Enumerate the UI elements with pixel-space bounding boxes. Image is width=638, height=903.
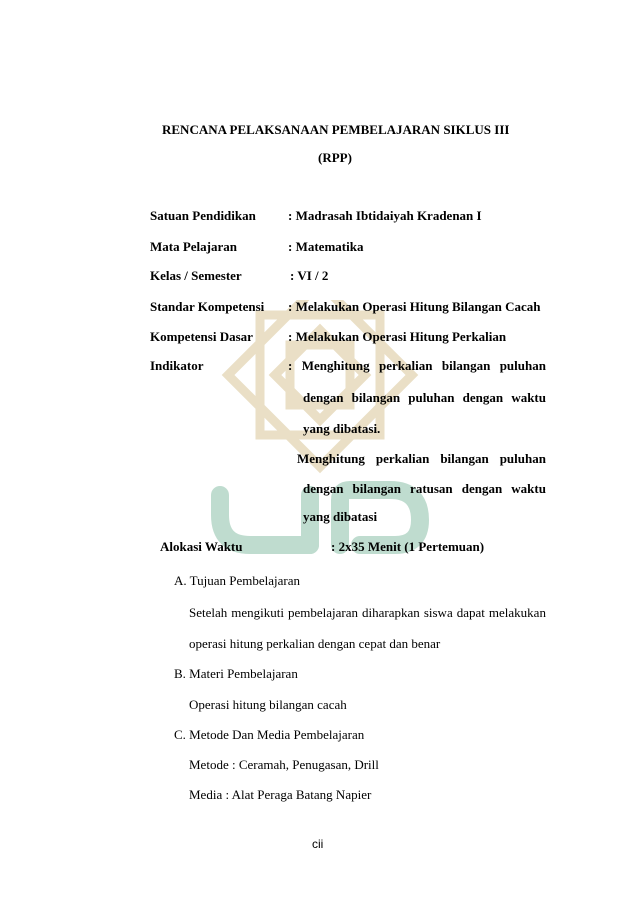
section-a-line-1 <box>189 605 546 621</box>
word: Menghitung <box>297 451 365 466</box>
indikator-1-line-1 <box>288 358 546 374</box>
word: melakukan <box>488 605 546 620</box>
word: : <box>288 358 293 373</box>
kelas-label: Kelas / Semester <box>150 268 242 283</box>
kompetensi-dasar-value: : Melakukan Operasi Hitung Perkalian <box>288 329 507 344</box>
word: bilangan <box>351 390 401 405</box>
satuan-value: : Madrasah Ibtidaiyah Kradenan I <box>288 208 482 223</box>
word: bilangan <box>352 481 401 496</box>
kompetensi-dasar-label: Kompetensi Dasar <box>150 329 253 344</box>
section-a-heading: A. Tujuan Pembelajaran <box>174 573 301 588</box>
word: perkalian <box>375 451 430 466</box>
word: siswa <box>423 605 453 620</box>
section-c-media: Media : Alat Peraga Batang Napier <box>189 787 372 802</box>
word: dengan <box>303 390 344 405</box>
document-subtitle: (RPP) <box>318 150 352 165</box>
word: bilangan <box>441 358 491 373</box>
satuan-label: Satuan Pendidikan <box>150 208 256 223</box>
mapel-value: : Matematika <box>288 239 364 254</box>
page-number: cii <box>312 837 324 851</box>
word: dengan <box>462 390 504 405</box>
indikator-2-line-1 <box>297 451 546 467</box>
word: Menghitung <box>301 358 370 373</box>
word: dengan <box>303 481 344 496</box>
word: bilangan <box>440 451 489 466</box>
kelas-value: : VI / 2 <box>290 268 329 283</box>
indikator-label: Indikator <box>150 358 204 373</box>
mapel-label: Mata Pelajaran <box>150 239 238 254</box>
indikator-1-line-2 <box>303 390 546 406</box>
word: puluhan <box>499 451 546 466</box>
section-b-heading: B. Materi Pembelajaran <box>174 666 298 681</box>
word: pembelajaran <box>288 605 359 620</box>
word: ratusan <box>410 481 453 496</box>
indikator-2-line-2 <box>303 481 546 497</box>
standar-kompetensi-value: : Melakukan Operasi Hitung Bilangan Cacah <box>288 299 541 314</box>
word: perkalian <box>379 358 433 373</box>
alokasi-value: : 2x35 Menit (1 Pertemuan) <box>331 539 485 554</box>
section-a-line-2: operasi hitung perkalian dengan cepat dan benar <box>189 636 441 651</box>
section-c-metode: Metode : Ceramah, Penugasan, Drill <box>189 757 379 772</box>
indikator-2-line-3: yang dibatasi <box>303 509 378 524</box>
word: puluhan <box>499 358 546 373</box>
word: mengikuti <box>231 605 284 620</box>
word: dapat <box>456 605 485 620</box>
word: Setelah <box>189 605 228 620</box>
alokasi-label: Alokasi Waktu <box>160 539 243 554</box>
word: waktu <box>511 481 546 496</box>
word: dengan <box>461 481 503 496</box>
section-b-text: Operasi hitung bilangan cacah <box>189 697 347 712</box>
section-c-heading: C. Metode Dan Media Pembelajaran <box>174 727 365 742</box>
word: puluhan <box>408 390 455 405</box>
document-title: RENCANA PELAKSANAAN PEMBELAJARAN SIKLUS III <box>162 122 510 137</box>
indikator-1-line-3: yang dibatasi. <box>303 421 381 436</box>
standar-kompetensi-label: Standar Kompetensi <box>150 299 265 314</box>
word: diharapkan <box>362 605 420 620</box>
word: waktu <box>511 390 546 405</box>
